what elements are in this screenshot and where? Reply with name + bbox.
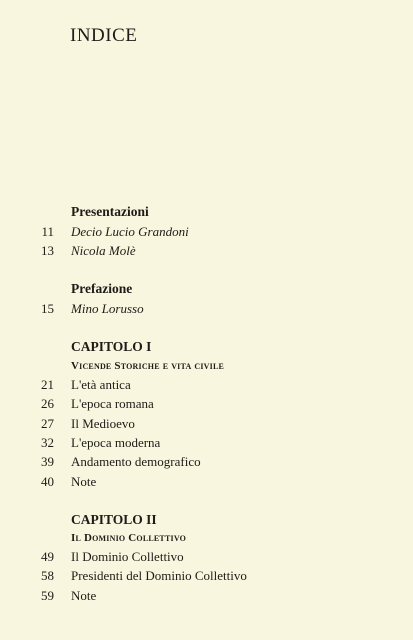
entry-page-number: 40 (41, 473, 54, 489)
entry-page-number: 15 (41, 301, 54, 316)
toc-entry[interactable] (0, 434, 413, 452)
section-title: Presentazioni (71, 204, 149, 219)
toc-entry[interactable] (0, 223, 413, 241)
toc-entry[interactable] (0, 567, 413, 585)
entry-page-number: 27 (41, 415, 54, 431)
toc-entry[interactable] (0, 376, 413, 394)
toc-entry[interactable] (0, 415, 413, 433)
toc-entry[interactable] (0, 300, 413, 318)
page-title: INDICE (70, 25, 138, 46)
entry-title: Decio Lucio Grandoni (71, 224, 189, 239)
entry-page-number: 32 (41, 434, 54, 450)
entry-title: Note (71, 587, 97, 603)
entry-title: Nicola Molè (71, 243, 136, 259)
entry-title: Note (71, 473, 97, 489)
entry-page-number: 59 (41, 587, 54, 603)
entry-title: Il Medioevo (71, 415, 135, 431)
entry-title: Mino Lorusso (71, 301, 144, 316)
toc-entry[interactable] (0, 453, 413, 471)
toc-entry[interactable] (0, 473, 413, 491)
section-subtitle: Il Dominio Collettivo (71, 532, 187, 544)
section-subtitle: Vicende Storiche e vita civile (71, 360, 225, 372)
section-title: CAPITOLO I (71, 339, 152, 354)
entry-title: Andamento demografico (71, 454, 201, 470)
toc-entry[interactable] (0, 587, 413, 605)
section-title: CAPITOLO II (71, 512, 157, 527)
entry-title: Presidenti del Dominio Collettivo (71, 568, 247, 584)
entry-page-number: 11 (41, 224, 54, 239)
section-title: Prefazione (71, 281, 133, 296)
entry-title: L'età antica (71, 377, 131, 392)
entry-title: L'epoca romana (71, 396, 154, 412)
entry-page-number: 39 (41, 454, 54, 470)
toc-entry[interactable] (0, 548, 413, 566)
entry-title: Il Dominio Collettivo (71, 549, 184, 564)
entry-page-number: 26 (41, 396, 54, 412)
toc-entry[interactable] (0, 395, 413, 413)
toc-entry[interactable] (0, 242, 413, 260)
entry-page-number: 58 (41, 568, 54, 584)
entry-page-number: 13 (41, 243, 54, 259)
entry-title: L'epoca moderna (71, 434, 161, 450)
entry-page-number: 49 (41, 549, 54, 564)
entry-page-number: 21 (41, 377, 54, 392)
